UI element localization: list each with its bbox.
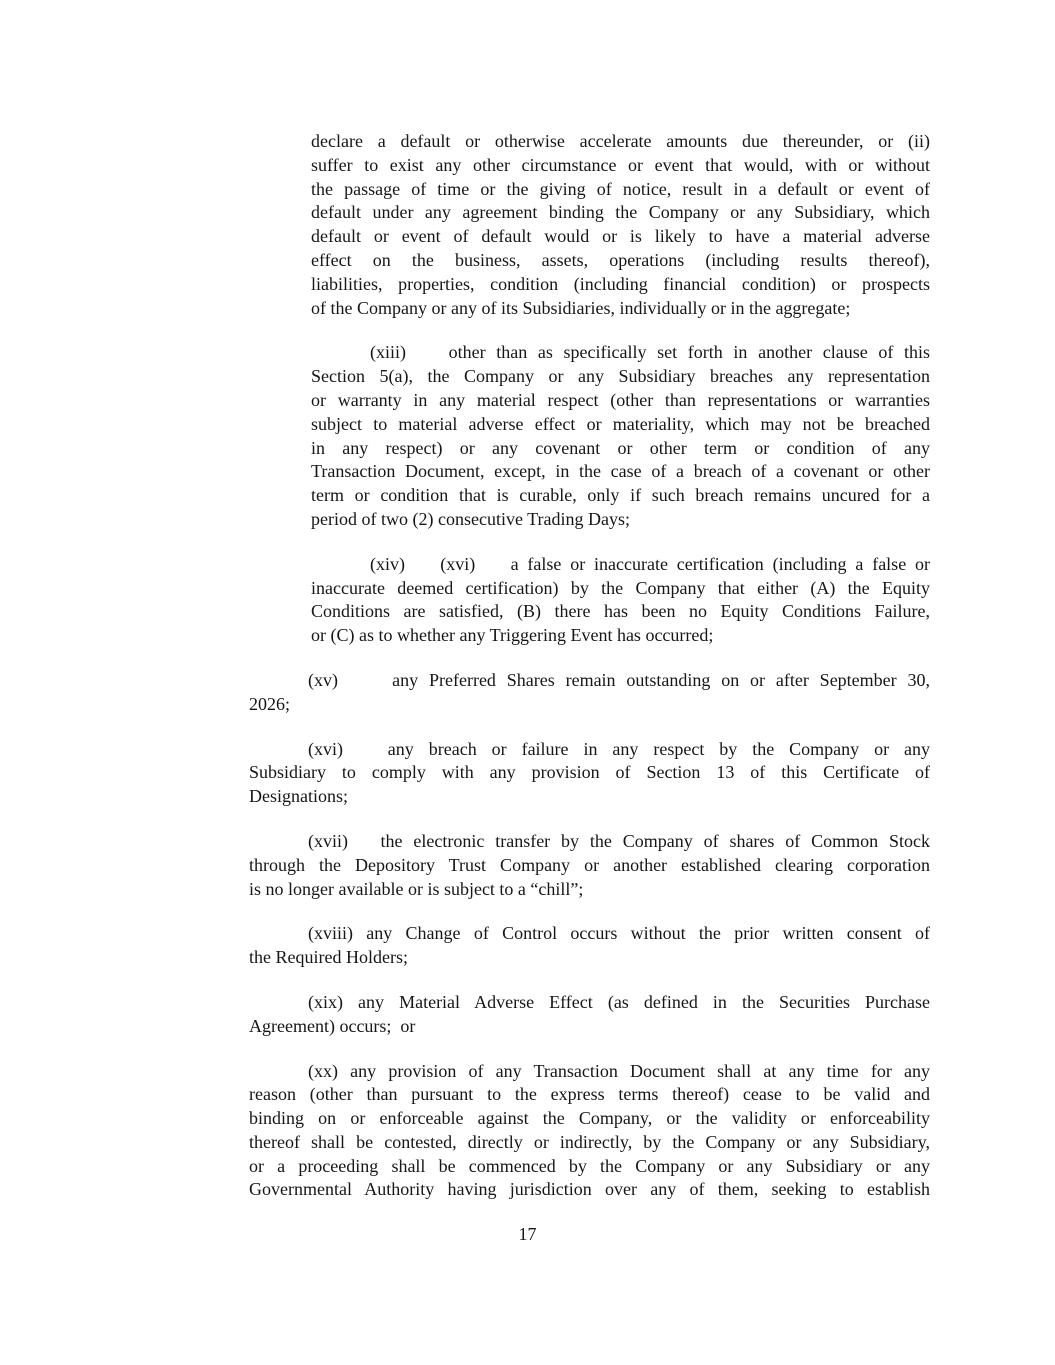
text-line: effect on the business, assets, operations (including results thereof), bbox=[311, 249, 930, 270]
paragraph-xx bbox=[249, 1060, 930, 1203]
text-line: 2026; bbox=[249, 693, 291, 714]
text-line: the Required Holders; bbox=[249, 947, 408, 968]
text-line: (xx) any provision of any Transaction Document shall at any time for any bbox=[308, 1060, 930, 1081]
paragraph-xvii bbox=[249, 830, 930, 901]
paragraph-clause-xii-tail bbox=[311, 130, 930, 320]
text-line: (xiii) other than as specifically set forth in another clause of this bbox=[370, 342, 930, 363]
page-number: 17 bbox=[518, 1224, 537, 1245]
text-line: (xvii) the electronic transfer by the Company of shares of Common Stock bbox=[308, 830, 930, 851]
text-line: thereof shall be contested, directly or indirectly, by the Company or any Subsidiary, bbox=[249, 1131, 930, 1152]
text-line: Section 5(a), the Company or any Subsidiary breaches any representation bbox=[311, 366, 930, 387]
text-line: term or condition that is curable, only if such breach remains uncured for a bbox=[311, 485, 930, 506]
paragraph-xix bbox=[249, 991, 930, 1039]
text-line: of the Company or any of its Subsidiaries, individually or in the aggregate; bbox=[311, 297, 851, 318]
text-line: the passage of time or the giving of notice, result in a default or event of bbox=[311, 178, 930, 199]
text-line: is no longer available or is subject to a “chill”; bbox=[249, 878, 584, 899]
paragraph-xviii bbox=[249, 922, 930, 970]
text-line: declare a default or otherwise accelerate amounts due thereunder, or (ii) bbox=[311, 131, 930, 151]
text-line: inaccurate deemed certification) by the Company that either (A) the Equity bbox=[311, 577, 930, 598]
text-line: (xv) any Preferred Shares remain outstanding on or after September 30, bbox=[308, 669, 930, 690]
text-line: liabilities, properties, condition (including financial condition) or prospects bbox=[311, 273, 930, 294]
text-line: (xix) any Material Adverse Effect (as defined in the Securities Purchase bbox=[308, 991, 930, 1012]
text-line: (xiv) (xvi) a false or inaccurate certification (including a false or bbox=[370, 553, 930, 574]
paragraph-xv bbox=[249, 669, 930, 717]
text-line: Agreement) occurs; or bbox=[249, 1015, 416, 1036]
text-line: reason (other than pursuant to the express terms thereof) cease to be valid and bbox=[249, 1084, 930, 1105]
text-line: (xvi) any breach or failure in any respect by the Company or any bbox=[308, 738, 930, 759]
text-line: period of two (2) consecutive Trading Days; bbox=[311, 508, 630, 529]
paragraph-xvi bbox=[249, 738, 930, 809]
text-line: binding on or enforceable against the Company, or the validity or enforceability bbox=[249, 1108, 930, 1129]
text-line: (xviii) any Change of Control occurs without the prior written consent of bbox=[308, 923, 930, 944]
text-line: through the Depository Trust Company or another established clearing corporation bbox=[249, 854, 930, 875]
body-text bbox=[249, 130, 930, 1202]
paragraph-xiii bbox=[311, 341, 930, 531]
text-line: or (C) as to whether any Triggering Event has occurred; bbox=[311, 625, 714, 646]
text-line: Conditions are satisfied, (B) there has been no Equity Conditions Failure, bbox=[311, 601, 930, 622]
text-line: Designations; bbox=[249, 786, 348, 807]
text-line: or warranty in any material respect (other than representations or warranties bbox=[311, 389, 930, 410]
text-line: or a proceeding shall be commenced by the Company or any Subsidiary or any bbox=[249, 1155, 930, 1176]
text-line: Transaction Document, except, in the case of a breach of a covenant or other bbox=[311, 461, 930, 482]
text-line: default or event of default would or is likely to have a material adverse bbox=[311, 226, 930, 247]
text-line: in any respect) or any covenant or other term or condition of any bbox=[311, 437, 930, 458]
paragraph-xiv bbox=[311, 553, 930, 648]
text-line: default under any agreement binding the Company or any Subsidiary, which bbox=[311, 202, 930, 223]
text-line: suffer to exist any other circumstance or event that would, with or without bbox=[311, 154, 930, 175]
text-line: subject to material adverse effect or materiality, which may not be breached bbox=[311, 413, 930, 434]
text-line: Governmental Authority having jurisdiction over any of them, seeking to establish bbox=[249, 1179, 930, 1200]
text-line: Subsidiary to comply with any provision of Section 13 of this Certificate of bbox=[249, 762, 930, 783]
